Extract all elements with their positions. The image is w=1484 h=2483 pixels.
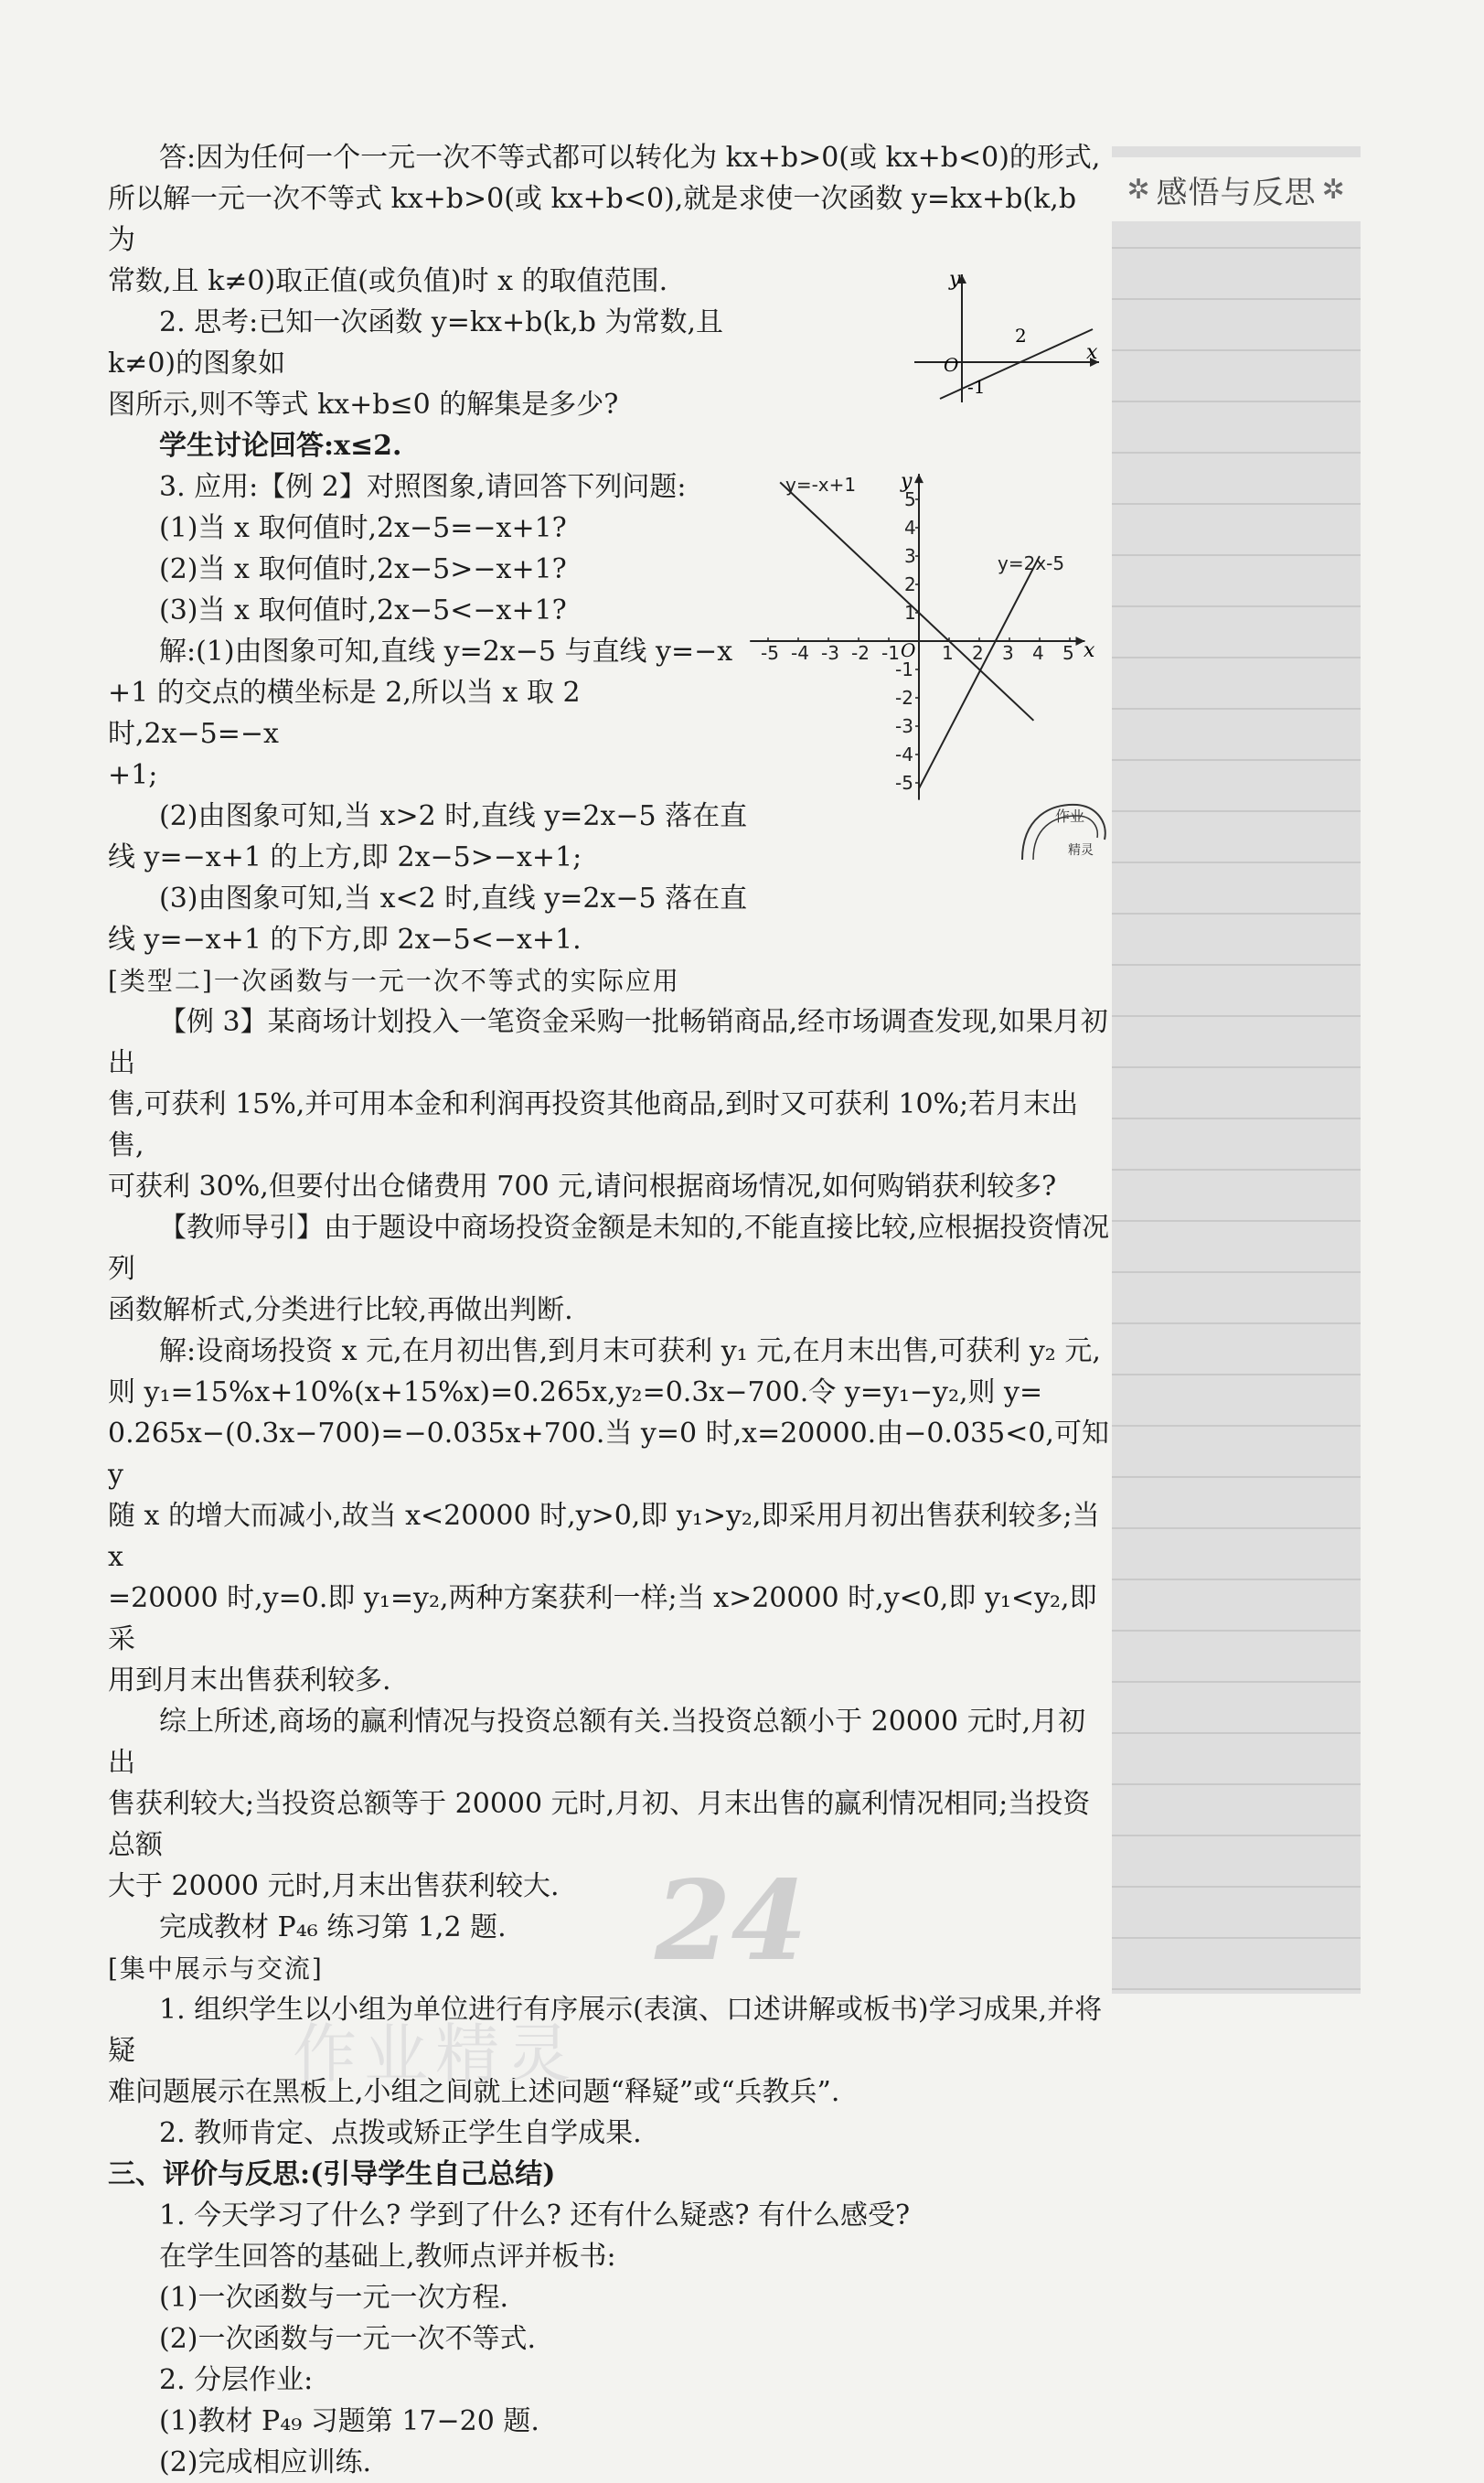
solution-3-line: 0.265x−(0.3x−700)=−0.035x+700.当 y=0 时,x=20000.由−0.035<0,可知 y (108, 1418, 1109, 1491)
teacher-guide-line: 【教师导引】由于题设中商场投资金额是未知的,不能直接比较,应根据投资情况列 (108, 1212, 1110, 1285)
y-tick-label: -2 (895, 687, 913, 709)
y-tick-label: 5 (904, 488, 916, 510)
line2-label: y=2x-5 (998, 552, 1065, 574)
answer-line: 所以解一元一次不等式 kx+b>0(或 kx+b<0),就是求使一次函数 y=kx+b(k,b 为 (108, 183, 1077, 256)
y-tick-label: -3 (895, 715, 913, 737)
display-line: 1. 组织学生以小组为单位进行有序展示(表演、口述讲解或板书)学习成果,并将疑 (108, 1994, 1103, 2067)
solution-line: +1 的交点的横坐标是 2,所以当 x 取 2 时,2x−5=−x (108, 677, 581, 750)
x-tick-label: -5 (761, 642, 779, 664)
solution-3-line: 解:设商场投资 x 元,在月初出售,到月末可获利 y₁ 元,在月末出售,可获利 y₂ 元, (159, 1335, 1101, 1367)
sub-question: (3)当 x 取何值时,2x−5<−x+1? (159, 594, 567, 626)
solution-3-line: =20000 时,y=0.即 y₁=y₂,两种方案获利一样;当 x>20000 时,y<0,即 y₁<y₂,即采 (108, 1582, 1097, 1655)
solution-line: 线 y=−x+1 的上方,即 2x−5>−x+1; (108, 841, 582, 873)
y-axis-label: y (949, 268, 961, 291)
solution-line: (2)由图象可知,当 x>2 时,直线 y=2x−5 落在直 (159, 800, 748, 832)
x-tick-label: 3 (1002, 642, 1014, 664)
y-tick-label: 1 (904, 602, 916, 624)
summary-line: 综上所述,商场的赢利情况与投资总额有关.当投资总额小于 20000 元时,月初出 (108, 1706, 1086, 1779)
summary-line: 售获利较大;当投资总额等于 20000 元时,月初、月末出售的赢利情况相同;当投资总额 (108, 1788, 1091, 1861)
sub-question: (1)当 x 取何值时,2x−5=−x+1? (159, 512, 567, 544)
homework-line: (1)教材 P₄₉ 习题第 17−20 题. (159, 2405, 539, 2437)
graph-plot-area (750, 474, 1084, 800)
section-heading-evaluation: 三、评价与反思:(引导学生自己总结) (108, 2158, 556, 2190)
x-axis-label: x (1086, 341, 1098, 364)
x-tick-label: -2 (851, 642, 870, 664)
flower-icon: ✲ (1126, 173, 1151, 206)
evaluation-line: 在学生回答的基础上,教师点评并板书: (159, 2241, 616, 2273)
y-tick-label: -5 (895, 772, 913, 794)
summary-line: 大于 20000 元时,月末出售获利较大. (108, 1870, 560, 1902)
solution-line: (3)由图象可知,当 x<2 时,直线 y=2x−5 落在直 (159, 883, 748, 915)
example-3-line: 可获利 30%,但要付出仓储费用 700 元,请问根据商场情况,如何购销获利较多? (108, 1171, 1057, 1203)
x-intercept-label: 2 (1015, 325, 1027, 347)
page-number: 24 (655, 1857, 807, 1985)
origin-label: O (944, 354, 959, 376)
evaluation-line: 1. 今天学习了什么? 学到了什么? 还有什么疑惑? 有什么感受? (159, 2199, 911, 2231)
y-tick-label: 3 (904, 545, 916, 567)
x-tick-label: 4 (1032, 642, 1044, 664)
line-y-2x-minus-5 (919, 556, 1040, 788)
two-lines-graph (763, 462, 1106, 800)
x-tick-label: -4 (791, 642, 809, 664)
solution-line: 解:(1)由图象可知,直线 y=2x−5 与直线 y=−x (159, 636, 733, 668)
student-answer: 学生讨论回答:x≤2. (159, 430, 402, 462)
section-heading-display: [集中展示与交流] (108, 1953, 324, 1984)
example-3-line: 【例 3】某商场计划投入一笔资金采购一批畅销商品,经市场调查发现,如果月初出 (108, 1006, 1108, 1079)
teacher-guide-line: 函数解析式,分类进行比较,再做出判断. (108, 1294, 573, 1326)
homework-heading: 2. 分层作业: (159, 2364, 314, 2396)
watermark: 作业精灵 (293, 2017, 578, 2092)
solution-3-line: 则 y₁=15%x+10%(x+15%x)=0.265x,y₂=0.3x−700.令 y=y₁−y₂,则 y= (108, 1376, 1043, 1408)
homework-stamp (1013, 796, 1114, 869)
exercise-line: 完成教材 P₄₆ 练习第 1,2 题. (159, 1911, 507, 1943)
linear-graph-small (905, 265, 1106, 412)
sub-question: (2)当 x 取何值时,2x−5>−x+1? (159, 553, 567, 585)
example-2-heading: 3. 应用:【例 2】对照图象,请回答下列问题: (159, 471, 687, 503)
question-line: 2. 思考:已知一次函数 y=kx+b(k,b 为常数,且 k≠0)的图象如 (108, 306, 724, 380)
sidebar-title (1112, 157, 1361, 221)
x-tick-label: -1 (881, 642, 900, 664)
evaluation-line: (2)一次函数与一元一次不等式. (159, 2323, 537, 2355)
line1-label: y=-x+1 (785, 474, 857, 496)
question-line: 图所示,则不等式 kx+b≤0 的解集是多少? (108, 389, 619, 421)
origin-label: O (901, 639, 916, 661)
solution-3-line: 随 x 的增大而减小,故当 x<20000 时,y>0,即 y₁>y₂,即采用月初出售获利较多;当 x (108, 1500, 1100, 1573)
stamp-bottom-text: 精灵 (1068, 843, 1094, 858)
answer-line: 常数,且 k≠0)取正值(或负值)时 x 的取值范围. (108, 265, 668, 297)
section-heading-type-2: [类型二]一次函数与一元一次不等式的实际应用 (108, 966, 680, 996)
x-axis-label: x (1084, 639, 1095, 662)
display-line: 难问题展示在黑板上,小组之间就上述问题“释疑”或“兵教兵”. (108, 2076, 840, 2108)
sidebar-title-text: 感悟与反思 (1156, 174, 1317, 211)
homework-line: (2)完成相应训练. (159, 2446, 372, 2478)
x-tick-label: 1 (942, 642, 954, 664)
solution-3-line: 用到月末出售获利较多. (108, 1664, 391, 1696)
display-line: 2. 教师肯定、点拨或矫正学生自学成果. (159, 2117, 642, 2149)
example-3-line: 售,可获利 15%,并可用本金和利润再投资其他商品,到时又可获利 10%;若月末出售, (108, 1088, 1079, 1161)
y-axis-label: y (901, 470, 913, 493)
evaluation-line: (1)一次函数与一元一次方程. (159, 2282, 509, 2314)
solution-line: 线 y=−x+1 的下方,即 2x−5<−x+1. (108, 924, 582, 956)
y-tick-label: -4 (895, 744, 913, 765)
y-intercept-label: -1 (967, 376, 986, 398)
stamp-top-text: 作业 (1055, 808, 1085, 825)
reflection-sidebar (1112, 146, 1361, 1994)
y-tick-label: 2 (904, 573, 916, 595)
y-tick-label: 4 (904, 517, 916, 539)
y-axis-arrow (914, 474, 923, 483)
x-tick-label: 2 (972, 642, 984, 664)
y-tick-label: -1 (895, 658, 913, 680)
x-tick-label: 5 (1062, 642, 1074, 664)
flower-icon: ✲ (1321, 173, 1346, 206)
x-tick-label: -3 (821, 642, 839, 664)
solution-line: +1; (108, 759, 158, 791)
answer-line: 答:因为任何一个一元一次不等式都可以转化为 kx+b>0(或 kx+b<0)的形式, (159, 142, 1101, 174)
